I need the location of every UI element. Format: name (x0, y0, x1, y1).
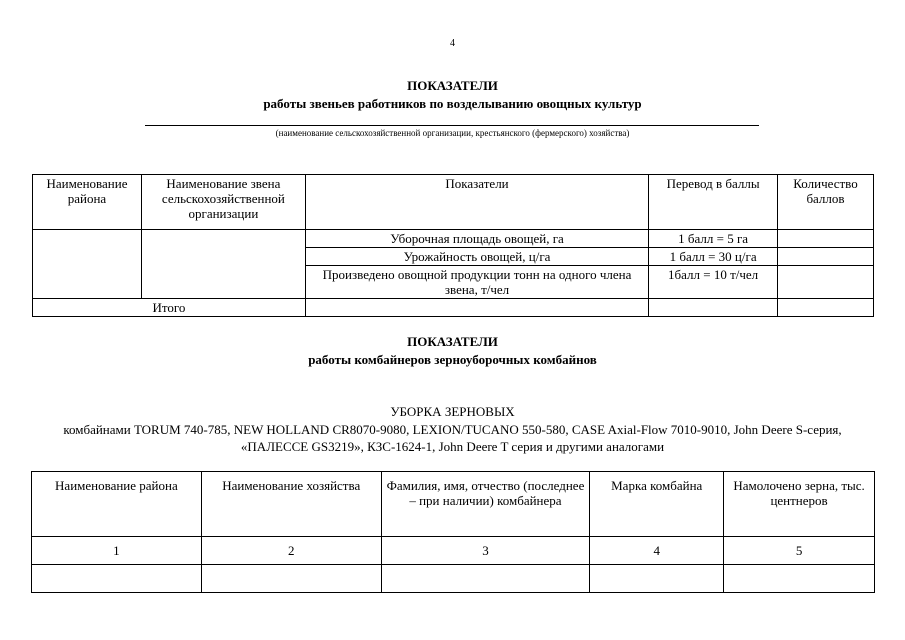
link-name-cell (141, 230, 305, 299)
section2-subtitle: работы комбайнеров зерноуборочных комбайнов (308, 352, 597, 367)
column-number: 2 (201, 537, 381, 565)
empty-cell (381, 565, 590, 593)
points-conversion-cell: 1 балл = 30 ц/га (649, 248, 778, 266)
header-grain-threshed: Намолочено зерна, тыс. центнеров (724, 472, 875, 537)
column-number: 1 (32, 537, 202, 565)
total-points-cell (778, 299, 874, 317)
column-number: 3 (381, 537, 590, 565)
links-indicators-table (32, 174, 874, 317)
column-number: 4 (590, 537, 724, 565)
total-row (33, 299, 874, 317)
combine-operators-table (31, 471, 875, 593)
section2-title: ПОКАЗАТЕЛИ (407, 334, 498, 349)
indicator-cell: Уборочная площадь овощей, га (305, 230, 648, 248)
table-row (32, 565, 875, 593)
indicator-cell: Урожайность овощей, ц/га (305, 248, 648, 266)
section1-subtitle: работы звеньев работников по возделыванию овощных культур (263, 96, 642, 111)
organization-name-line (145, 125, 759, 126)
combine-models-description: комбайнами TORUM 740-785, NEW HOLLAND CR8070-9080, LEXION/TUCANO 550-580, CASE Axial-Flow 7010-9010, John Deere S-серия, «ПАЛЕССЕ GS3219», КЗС-1624-1, John Deere T серия и другими аналогами (63, 422, 842, 454)
header-farm: Наименование хозяйства (201, 472, 381, 537)
district-cell (33, 230, 142, 299)
column-numbers-row (32, 537, 875, 565)
header-indicators: Показатели (305, 175, 648, 230)
table-header-row (33, 175, 874, 230)
indicator-cell: Произведено овощной продукции тонн на одного члена звена, т/чел (305, 266, 648, 299)
empty-cell (724, 565, 875, 593)
page-number: 4 (450, 38, 455, 49)
table-row (33, 230, 874, 248)
total-indicator-cell (305, 299, 648, 317)
points-conversion-cell: 1 балл = 5 га (649, 230, 778, 248)
total-conversion-cell (649, 299, 778, 317)
header-district: Наименование района (32, 472, 202, 537)
empty-cell (201, 565, 381, 593)
section1-title: ПОКАЗАТЕЛИ (407, 78, 498, 93)
table-header-row (32, 472, 875, 537)
points-conversion-cell: 1балл = 10 т/чел (649, 266, 778, 299)
points-count-cell (778, 248, 874, 266)
header-points-conversion: Перевод в баллы (649, 175, 778, 230)
harvest-heading: УБОРКА ЗЕРНОВЫХ (390, 404, 515, 419)
empty-cell (32, 565, 202, 593)
points-count-cell (778, 230, 874, 248)
header-district: Наименование района (33, 175, 142, 230)
points-count-cell (778, 266, 874, 299)
header-points-count: Количество баллов (778, 175, 874, 230)
empty-cell (590, 565, 724, 593)
column-number: 5 (724, 537, 875, 565)
header-operator-name: Фамилия, имя, отчество (последнее – при наличии) комбайнера (381, 472, 590, 537)
total-label: Итого (33, 299, 306, 317)
organization-caption: (наименование сельскохозяйственной организации, крестьянского (фермерского) хозяйства) (275, 128, 630, 138)
header-link-name: Наименование звена сельскохозяйственной организации (141, 175, 305, 230)
header-combine-brand: Марка комбайна (590, 472, 724, 537)
